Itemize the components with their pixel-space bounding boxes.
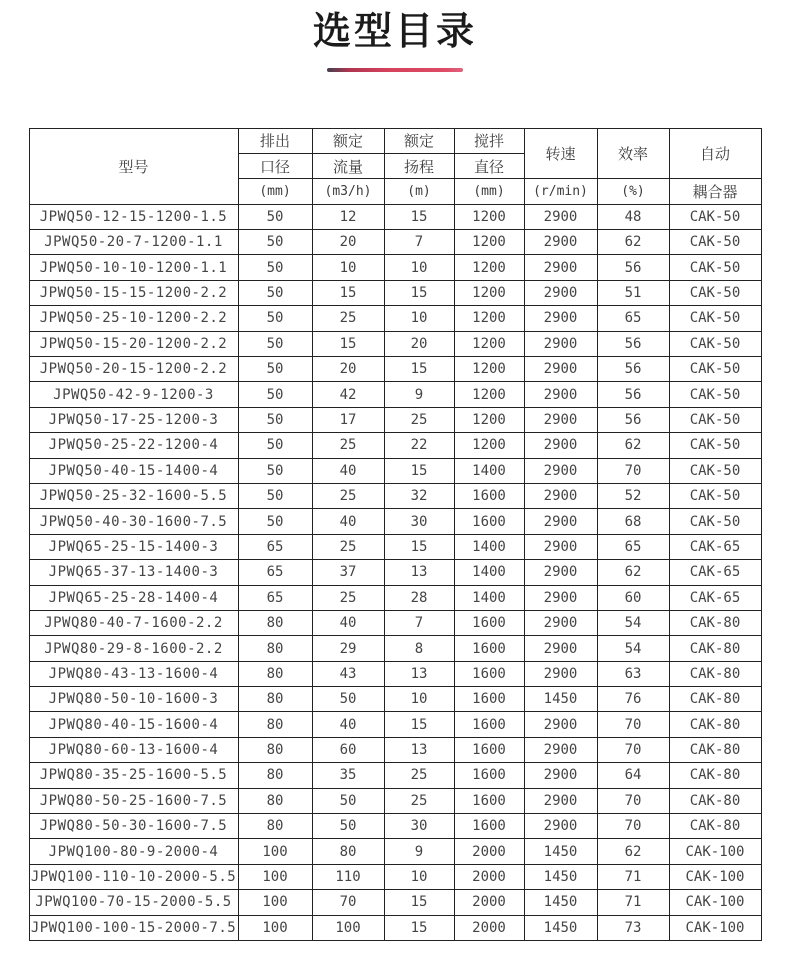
table-body xyxy=(29,204,761,940)
efficiency-cell: 70 xyxy=(597,814,669,839)
model-cell: JPWQ50-40-15-1400-4 xyxy=(29,458,238,483)
mixing-diameter-cell: 1200 xyxy=(454,255,524,280)
flow-cell: 20 xyxy=(312,357,384,382)
mixing-diameter-cell: 1600 xyxy=(454,737,524,762)
discharge-cell: 65 xyxy=(238,560,312,585)
speed-cell: 1450 xyxy=(524,915,597,940)
speed-cell: 2900 xyxy=(524,534,597,559)
discharge-cell: 80 xyxy=(238,788,312,813)
discharge-cell: 80 xyxy=(238,687,312,712)
mixing-diameter-cell: 1200 xyxy=(454,230,524,255)
flow-cell: 17 xyxy=(312,407,384,432)
model-cell: JPWQ80-29-8-1600-2.2 xyxy=(29,636,238,661)
discharge-cell: 50 xyxy=(238,483,312,508)
header-mixing-unit: (mm) xyxy=(454,179,524,204)
efficiency-cell: 52 xyxy=(597,483,669,508)
flow-cell: 25 xyxy=(312,483,384,508)
discharge-cell: 80 xyxy=(238,737,312,762)
head-cell: 10 xyxy=(384,306,454,331)
efficiency-cell: 70 xyxy=(597,712,669,737)
mixing-diameter-cell: 1200 xyxy=(454,433,524,458)
coupling-cell: CAK-50 xyxy=(669,483,761,508)
discharge-cell: 80 xyxy=(238,814,312,839)
head-cell: 25 xyxy=(384,763,454,788)
mixing-diameter-cell: 1600 xyxy=(454,483,524,508)
discharge-cell: 50 xyxy=(238,458,312,483)
model-cell: JPWQ100-70-15-2000-5.5 xyxy=(29,890,238,915)
mixing-diameter-cell: 1600 xyxy=(454,712,524,737)
speed-cell: 1450 xyxy=(524,890,597,915)
table-row xyxy=(29,331,761,356)
speed-cell: 2900 xyxy=(524,204,597,229)
page-title: 选型目录 xyxy=(312,9,477,53)
efficiency-cell: 70 xyxy=(597,458,669,483)
flow-cell: 50 xyxy=(312,788,384,813)
model-cell: JPWQ100-80-9-2000-4 xyxy=(29,839,238,864)
header-model: 型号 xyxy=(29,128,238,204)
speed-cell: 2900 xyxy=(524,331,597,356)
mixing-diameter-cell: 1600 xyxy=(454,687,524,712)
speed-cell: 2900 xyxy=(524,737,597,762)
header-head-line2: 扬程 xyxy=(384,153,454,178)
model-cell: JPWQ80-60-13-1600-4 xyxy=(29,737,238,762)
table-row xyxy=(29,610,761,635)
model-cell: JPWQ80-43-13-1600-4 xyxy=(29,661,238,686)
discharge-cell: 50 xyxy=(238,306,312,331)
speed-cell: 2900 xyxy=(524,458,597,483)
discharge-cell: 80 xyxy=(238,712,312,737)
head-cell: 32 xyxy=(384,483,454,508)
flow-cell: 25 xyxy=(312,585,384,610)
speed-cell: 2900 xyxy=(524,483,597,508)
flow-cell: 40 xyxy=(312,610,384,635)
efficiency-cell: 62 xyxy=(597,433,669,458)
efficiency-cell: 62 xyxy=(597,560,669,585)
flow-cell: 20 xyxy=(312,230,384,255)
efficiency-cell: 64 xyxy=(597,763,669,788)
table-row xyxy=(29,483,761,508)
efficiency-cell: 68 xyxy=(597,509,669,534)
table-row xyxy=(29,534,761,559)
speed-cell: 2900 xyxy=(524,306,597,331)
coupling-cell: CAK-65 xyxy=(669,585,761,610)
mixing-diameter-cell: 1600 xyxy=(454,788,524,813)
discharge-cell: 80 xyxy=(238,661,312,686)
header-discharge-line2: 口径 xyxy=(238,153,312,178)
model-cell: JPWQ100-100-15-2000-7.5 xyxy=(29,915,238,940)
flow-cell: 60 xyxy=(312,737,384,762)
efficiency-cell: 54 xyxy=(597,610,669,635)
flow-cell: 70 xyxy=(312,890,384,915)
header-efficiency: 效率 xyxy=(597,128,669,179)
efficiency-cell: 63 xyxy=(597,661,669,686)
table-row xyxy=(29,712,761,737)
speed-cell: 2900 xyxy=(524,763,597,788)
coupling-cell: CAK-80 xyxy=(669,737,761,762)
discharge-cell: 100 xyxy=(238,864,312,889)
head-cell: 15 xyxy=(384,534,454,559)
coupling-cell: CAK-80 xyxy=(669,763,761,788)
flow-cell: 25 xyxy=(312,306,384,331)
discharge-cell: 50 xyxy=(238,509,312,534)
table-row xyxy=(29,230,761,255)
efficiency-cell: 71 xyxy=(597,864,669,889)
flow-cell: 50 xyxy=(312,687,384,712)
coupling-cell: CAK-50 xyxy=(669,255,761,280)
speed-cell: 1450 xyxy=(524,687,597,712)
speed-cell: 2900 xyxy=(524,814,597,839)
coupling-cell: CAK-50 xyxy=(669,280,761,305)
discharge-cell: 50 xyxy=(238,382,312,407)
mixing-diameter-cell: 1600 xyxy=(454,763,524,788)
speed-cell: 2900 xyxy=(524,712,597,737)
efficiency-cell: 60 xyxy=(597,585,669,610)
head-cell: 10 xyxy=(384,864,454,889)
speed-cell: 2900 xyxy=(524,636,597,661)
table-row xyxy=(29,636,761,661)
flow-cell: 50 xyxy=(312,814,384,839)
model-cell: JPWQ65-37-13-1400-3 xyxy=(29,560,238,585)
table-row xyxy=(29,433,761,458)
header-mixing-line2: 直径 xyxy=(454,153,524,178)
header-row-1 xyxy=(29,128,761,153)
efficiency-cell: 65 xyxy=(597,306,669,331)
discharge-cell: 50 xyxy=(238,204,312,229)
model-cell: JPWQ80-50-30-1600-7.5 xyxy=(29,814,238,839)
head-cell: 22 xyxy=(384,433,454,458)
flow-cell: 43 xyxy=(312,661,384,686)
header-mixing-line1: 搅拌 xyxy=(454,128,524,153)
discharge-cell: 100 xyxy=(238,915,312,940)
speed-cell: 2900 xyxy=(524,382,597,407)
pump-selection-table xyxy=(29,128,762,942)
head-cell: 28 xyxy=(384,585,454,610)
coupling-cell: CAK-100 xyxy=(669,915,761,940)
flow-cell: 110 xyxy=(312,864,384,889)
flow-cell: 100 xyxy=(312,915,384,940)
header-efficiency-unit: (%) xyxy=(597,179,669,204)
title-underline-decoration xyxy=(327,68,463,72)
speed-cell: 2900 xyxy=(524,788,597,813)
model-cell: JPWQ50-17-25-1200-3 xyxy=(29,407,238,432)
mixing-diameter-cell: 1200 xyxy=(454,407,524,432)
model-cell: JPWQ80-40-7-1600-2.2 xyxy=(29,610,238,635)
table-row xyxy=(29,737,761,762)
flow-cell: 12 xyxy=(312,204,384,229)
speed-cell: 2900 xyxy=(524,585,597,610)
mixing-diameter-cell: 1600 xyxy=(454,636,524,661)
efficiency-cell: 56 xyxy=(597,357,669,382)
flow-cell: 40 xyxy=(312,458,384,483)
header-coupling-line2: 耦合器 xyxy=(669,179,761,204)
coupling-cell: CAK-80 xyxy=(669,814,761,839)
coupling-cell: CAK-50 xyxy=(669,357,761,382)
coupling-cell: CAK-65 xyxy=(669,534,761,559)
model-cell: JPWQ50-40-30-1600-7.5 xyxy=(29,509,238,534)
coupling-cell: CAK-80 xyxy=(669,610,761,635)
mixing-diameter-cell: 1600 xyxy=(454,610,524,635)
table-row xyxy=(29,458,761,483)
flow-cell: 15 xyxy=(312,331,384,356)
efficiency-cell: 56 xyxy=(597,331,669,356)
discharge-cell: 50 xyxy=(238,407,312,432)
speed-cell: 2900 xyxy=(524,433,597,458)
coupling-cell: CAK-80 xyxy=(669,636,761,661)
model-cell: JPWQ50-42-9-1200-3 xyxy=(29,382,238,407)
model-cell: JPWQ50-12-15-1200-1.5 xyxy=(29,204,238,229)
speed-cell: 1450 xyxy=(524,839,597,864)
mixing-diameter-cell: 1200 xyxy=(454,204,524,229)
mixing-diameter-cell: 2000 xyxy=(454,839,524,864)
discharge-cell: 65 xyxy=(238,585,312,610)
mixing-diameter-cell: 2000 xyxy=(454,915,524,940)
table-row xyxy=(29,890,761,915)
efficiency-cell: 70 xyxy=(597,788,669,813)
speed-cell: 2900 xyxy=(524,560,597,585)
table-row xyxy=(29,382,761,407)
model-cell: JPWQ50-20-7-1200-1.1 xyxy=(29,230,238,255)
model-cell: JPWQ50-25-32-1600-5.5 xyxy=(29,483,238,508)
coupling-cell: CAK-65 xyxy=(669,560,761,585)
mixing-diameter-cell: 1400 xyxy=(454,458,524,483)
header-discharge-unit: (mm) xyxy=(238,179,312,204)
efficiency-cell: 56 xyxy=(597,407,669,432)
head-cell: 25 xyxy=(384,407,454,432)
table-row xyxy=(29,407,761,432)
mixing-diameter-cell: 2000 xyxy=(454,864,524,889)
head-cell: 10 xyxy=(384,687,454,712)
coupling-cell: CAK-50 xyxy=(669,204,761,229)
flow-cell: 25 xyxy=(312,433,384,458)
header-discharge-line1: 排出 xyxy=(238,128,312,153)
head-cell: 15 xyxy=(384,357,454,382)
efficiency-cell: 56 xyxy=(597,382,669,407)
head-cell: 13 xyxy=(384,661,454,686)
head-cell: 15 xyxy=(384,458,454,483)
table-row xyxy=(29,814,761,839)
header-flow-line1: 额定 xyxy=(312,128,384,153)
flow-cell: 25 xyxy=(312,534,384,559)
model-cell: JPWQ80-50-25-1600-7.5 xyxy=(29,788,238,813)
coupling-cell: CAK-50 xyxy=(669,331,761,356)
efficiency-cell: 48 xyxy=(597,204,669,229)
coupling-cell: CAK-50 xyxy=(669,407,761,432)
mixing-diameter-cell: 1600 xyxy=(454,509,524,534)
head-cell: 25 xyxy=(384,788,454,813)
discharge-cell: 50 xyxy=(238,331,312,356)
coupling-cell: CAK-50 xyxy=(669,458,761,483)
table-row xyxy=(29,661,761,686)
model-cell: JPWQ80-50-10-1600-3 xyxy=(29,687,238,712)
model-cell: JPWQ65-25-15-1400-3 xyxy=(29,534,238,559)
model-cell: JPWQ80-40-15-1600-4 xyxy=(29,712,238,737)
discharge-cell: 50 xyxy=(238,230,312,255)
mixing-diameter-cell: 1200 xyxy=(454,357,524,382)
coupling-cell: CAK-80 xyxy=(669,788,761,813)
table-row xyxy=(29,864,761,889)
model-cell: JPWQ50-15-15-1200-2.2 xyxy=(29,280,238,305)
mixing-diameter-cell: 1200 xyxy=(454,280,524,305)
head-cell: 20 xyxy=(384,331,454,356)
header-flow-unit: (m3/h) xyxy=(312,179,384,204)
discharge-cell: 80 xyxy=(238,763,312,788)
table-row xyxy=(29,280,761,305)
header-coupling-line1: 自动 xyxy=(669,128,761,179)
flow-cell: 42 xyxy=(312,382,384,407)
discharge-cell: 100 xyxy=(238,839,312,864)
head-cell: 15 xyxy=(384,915,454,940)
speed-cell: 2900 xyxy=(524,407,597,432)
coupling-cell: CAK-80 xyxy=(669,661,761,686)
table-row xyxy=(29,585,761,610)
efficiency-cell: 65 xyxy=(597,534,669,559)
model-cell: JPWQ50-25-22-1200-4 xyxy=(29,433,238,458)
discharge-cell: 50 xyxy=(238,433,312,458)
discharge-cell: 50 xyxy=(238,255,312,280)
model-cell: JPWQ80-35-25-1600-5.5 xyxy=(29,763,238,788)
mixing-diameter-cell: 1400 xyxy=(454,560,524,585)
table-header xyxy=(29,128,761,204)
model-cell: JPWQ65-25-28-1400-4 xyxy=(29,585,238,610)
table-row xyxy=(29,763,761,788)
head-cell: 15 xyxy=(384,280,454,305)
mixing-diameter-cell: 1200 xyxy=(454,382,524,407)
mixing-diameter-cell: 1600 xyxy=(454,814,524,839)
mixing-diameter-cell: 1200 xyxy=(454,331,524,356)
discharge-cell: 65 xyxy=(238,534,312,559)
head-cell: 9 xyxy=(384,839,454,864)
efficiency-cell: 73 xyxy=(597,915,669,940)
speed-cell: 2900 xyxy=(524,509,597,534)
flow-cell: 10 xyxy=(312,255,384,280)
model-cell: JPWQ50-20-15-1200-2.2 xyxy=(29,357,238,382)
table-row xyxy=(29,915,761,940)
head-cell: 9 xyxy=(384,382,454,407)
coupling-cell: CAK-80 xyxy=(669,712,761,737)
title-block xyxy=(0,0,790,72)
efficiency-cell: 71 xyxy=(597,890,669,915)
table-row xyxy=(29,204,761,229)
coupling-cell: CAK-50 xyxy=(669,433,761,458)
head-cell: 30 xyxy=(384,814,454,839)
discharge-cell: 80 xyxy=(238,610,312,635)
table-row xyxy=(29,357,761,382)
head-cell: 15 xyxy=(384,204,454,229)
head-cell: 13 xyxy=(384,560,454,585)
speed-cell: 2900 xyxy=(524,661,597,686)
efficiency-cell: 51 xyxy=(597,280,669,305)
table-row xyxy=(29,687,761,712)
discharge-cell: 50 xyxy=(238,280,312,305)
speed-cell: 2900 xyxy=(524,357,597,382)
head-cell: 30 xyxy=(384,509,454,534)
coupling-cell: CAK-50 xyxy=(669,230,761,255)
flow-cell: 80 xyxy=(312,839,384,864)
speed-cell: 2900 xyxy=(524,610,597,635)
header-speed: 转速 xyxy=(524,128,597,179)
mixing-diameter-cell: 1200 xyxy=(454,306,524,331)
head-cell: 8 xyxy=(384,636,454,661)
flow-cell: 40 xyxy=(312,712,384,737)
model-cell: JPWQ50-10-10-1200-1.1 xyxy=(29,255,238,280)
head-cell: 15 xyxy=(384,890,454,915)
header-flow-line2: 流量 xyxy=(312,153,384,178)
efficiency-cell: 62 xyxy=(597,230,669,255)
efficiency-cell: 62 xyxy=(597,839,669,864)
mixing-diameter-cell: 1400 xyxy=(454,585,524,610)
flow-cell: 35 xyxy=(312,763,384,788)
coupling-cell: CAK-80 xyxy=(669,687,761,712)
mixing-diameter-cell: 1400 xyxy=(454,534,524,559)
table-row xyxy=(29,306,761,331)
coupling-cell: CAK-100 xyxy=(669,864,761,889)
table-row xyxy=(29,509,761,534)
table-row xyxy=(29,560,761,585)
flow-cell: 37 xyxy=(312,560,384,585)
head-cell: 7 xyxy=(384,230,454,255)
head-cell: 10 xyxy=(384,255,454,280)
coupling-cell: CAK-100 xyxy=(669,839,761,864)
efficiency-cell: 54 xyxy=(597,636,669,661)
efficiency-cell: 56 xyxy=(597,255,669,280)
head-cell: 15 xyxy=(384,712,454,737)
model-cell: JPWQ50-15-20-1200-2.2 xyxy=(29,331,238,356)
discharge-cell: 100 xyxy=(238,890,312,915)
header-speed-unit: (r/min) xyxy=(524,179,597,204)
speed-cell: 2900 xyxy=(524,230,597,255)
model-cell: JPWQ100-110-10-2000-5.5 xyxy=(29,864,238,889)
head-cell: 7 xyxy=(384,610,454,635)
discharge-cell: 80 xyxy=(238,636,312,661)
efficiency-cell: 76 xyxy=(597,687,669,712)
model-cell: JPWQ50-25-10-1200-2.2 xyxy=(29,306,238,331)
header-head-line1: 额定 xyxy=(384,128,454,153)
speed-cell: 2900 xyxy=(524,280,597,305)
mixing-diameter-cell: 1600 xyxy=(454,661,524,686)
flow-cell: 15 xyxy=(312,280,384,305)
efficiency-cell: 70 xyxy=(597,737,669,762)
coupling-cell: CAK-50 xyxy=(669,509,761,534)
table-row xyxy=(29,255,761,280)
head-cell: 13 xyxy=(384,737,454,762)
coupling-cell: CAK-100 xyxy=(669,890,761,915)
header-head-unit: (m) xyxy=(384,179,454,204)
table-row xyxy=(29,839,761,864)
discharge-cell: 50 xyxy=(238,357,312,382)
speed-cell: 1450 xyxy=(524,864,597,889)
coupling-cell: CAK-50 xyxy=(669,382,761,407)
flow-cell: 29 xyxy=(312,636,384,661)
flow-cell: 40 xyxy=(312,509,384,534)
coupling-cell: CAK-50 xyxy=(669,306,761,331)
table-row xyxy=(29,788,761,813)
speed-cell: 2900 xyxy=(524,255,597,280)
mixing-diameter-cell: 2000 xyxy=(454,890,524,915)
